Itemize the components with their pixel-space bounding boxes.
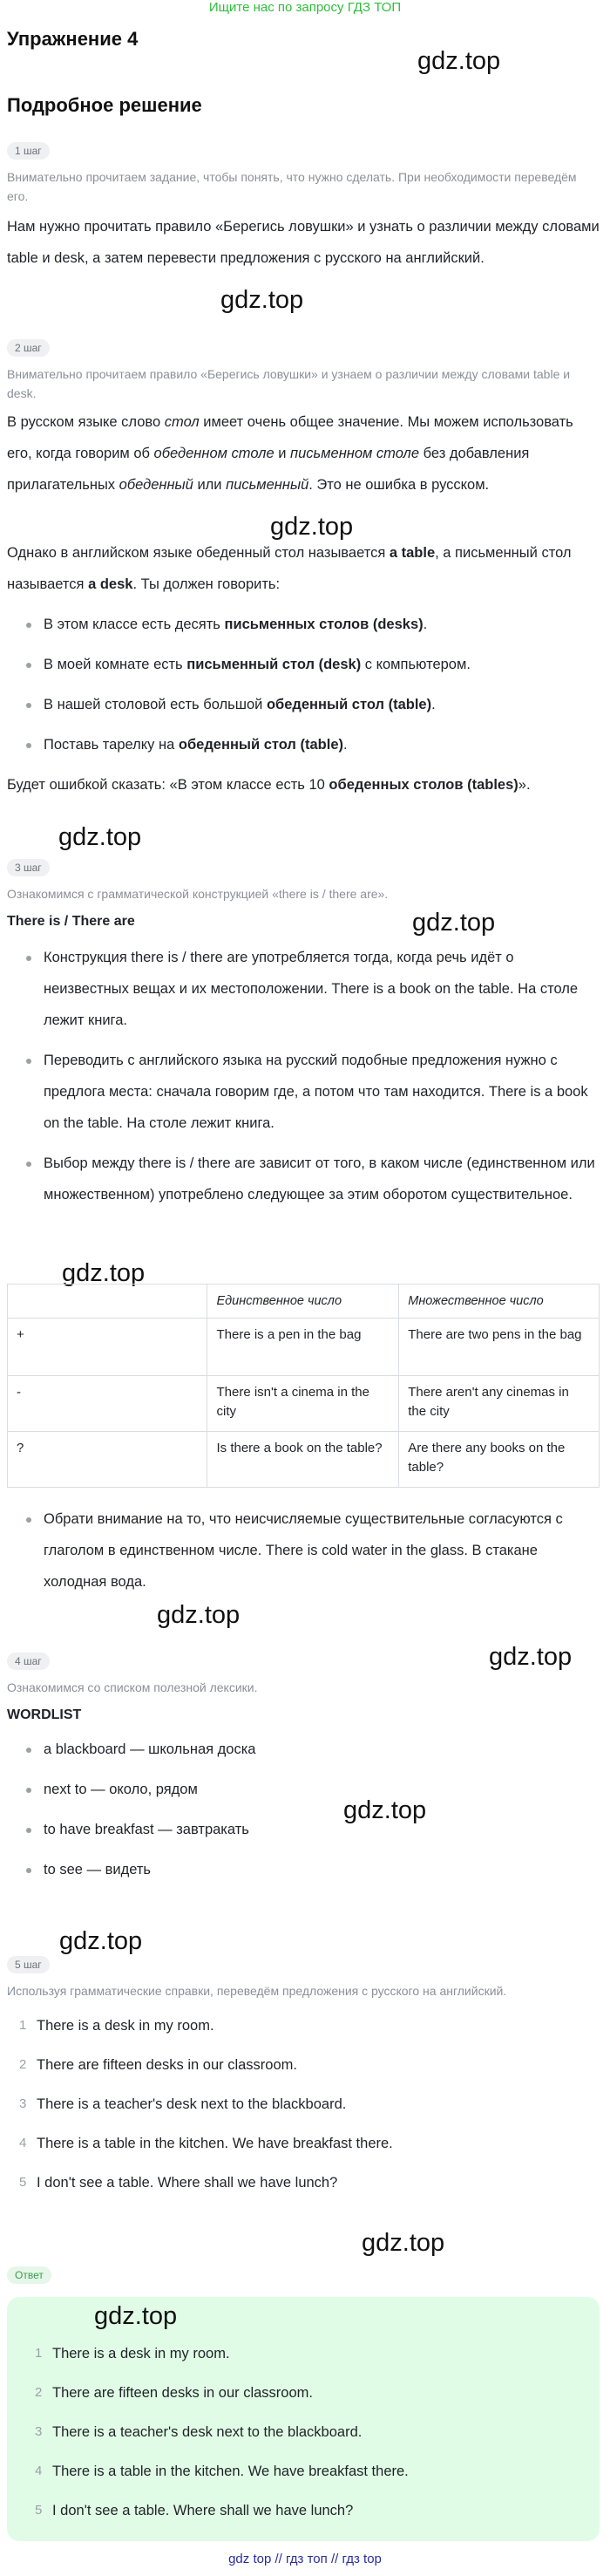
watermark: gdz.top — [94, 2302, 178, 2330]
footer-link[interactable]: гдз топ — [286, 2552, 328, 2566]
footer-links — [0, 2552, 610, 2566]
step-note: Ознакомимся со списком полезной лексики. — [7, 1680, 258, 1694]
rules-list — [7, 942, 600, 1210]
watermark: gdz.top — [417, 47, 501, 75]
footer-link[interactable]: gdz top — [228, 2552, 272, 2566]
list-item: В нашей столовой есть большой обеденный стол (table). — [7, 689, 600, 720]
list-item: 5 I don't see a table. Where shall we have lunch? — [19, 2175, 338, 2191]
watermark: gdz.top — [220, 286, 304, 314]
step-5 — [7, 1957, 600, 2212]
step-note: Используя грамматические справки, переведём предложения с русского на английский. — [7, 1984, 507, 1998]
step-badge: 5 шаг — [7, 1956, 50, 1973]
step-text: Нам нужно прочитать правило «Берегись ловушки» и узнать о различии между словами table и desk, а затем перевести предложения с русского на английский. — [7, 219, 600, 266]
paragraph-table-desk: Однако в английском языке обеденный стол называется a table, а письменный стол называется a desk. Ты должен говорить: — [7, 545, 572, 592]
table-row: - There isn't a cinema in the city There aren't any cinemas in the city — [8, 1376, 600, 1432]
grammar-table — [7, 1284, 600, 1488]
watermark: gdz.top — [58, 823, 142, 851]
table-row: + There is a pen in the bag There are two pens in the bag — [8, 1319, 600, 1376]
step-4 — [7, 1653, 600, 1894]
list-item: 4 There is a table in the kitchen. We have breakfast there. — [19, 2136, 393, 2151]
list-item: 3 There is a teacher's desk next to the blackboard. — [35, 2424, 363, 2440]
list-item: Обрати внимание на то, что неисчисляемые существительные согласуются с глаголом в единственном числе. There is cold water in the glass. В стакане холодная вода. — [7, 1503, 600, 1598]
step-note: Внимательно прочитаем правило «Берегись ловушки» и узнаем о различии между словами table и desk. — [7, 367, 571, 400]
step-badge: 3 шаг — [7, 859, 50, 876]
solution-heading: Подробное решение — [7, 94, 202, 116]
list-item: 2 There are fifteen desks in our classroom. — [19, 2057, 297, 2073]
exercise-title: Упражнение 4 — [7, 28, 139, 50]
list-item: 1 There is a desk in my room. — [35, 2346, 230, 2361]
step-badge: 1 шаг — [7, 142, 50, 160]
examples-list — [7, 609, 600, 760]
table-row: ? Is there a book on the table? Are there any books on the table? — [8, 1432, 600, 1488]
list-item: В моей комнате есть письменный стол (desk) с компьютером. — [7, 649, 600, 680]
column-header: Множественное число — [399, 1285, 600, 1319]
list-item: to have breakfast — завтракать — [7, 1814, 600, 1845]
wordlist-heading: WORDLIST — [7, 1707, 82, 1722]
watermark: gdz.top — [412, 909, 496, 937]
list-item: Поставь тарелку на обеденный стол (table). — [7, 729, 600, 760]
list-item: 2 There are fifteen desks in our classroom. — [35, 2385, 313, 2401]
list-item: 5 I don't see a table. Where shall we have lunch? — [35, 2503, 354, 2518]
list-item: next to — около, рядом — [7, 1774, 600, 1805]
step-note: Внимательно прочитаем задание, чтобы понять, что нужно сделать. При необходимости переведём его. — [7, 170, 577, 203]
wordlist — [7, 1734, 600, 1885]
watermark: gdz.top — [59, 1927, 143, 1955]
answer-list — [23, 2344, 589, 2540]
paragraph-mistake: Будет ошибкой сказать: «В этом классе есть 10 обеденных столов (tables)». — [7, 777, 531, 793]
step-note: Ознакомимся с грамматической конструкцией «there is / there are». — [7, 887, 389, 901]
step-3 — [7, 860, 600, 1219]
list-item: 4 There is a table in the kitchen. We have breakfast there. — [35, 2464, 409, 2479]
answer-label: Ответ — [7, 2267, 51, 2283]
top-banner[interactable]: Ищите нас по запросу ГДЗ ТОП — [208, 0, 402, 15]
footer-separator: // — [330, 2552, 339, 2566]
list-item: В этом классе есть десять письменных столов (desks). — [7, 609, 600, 640]
watermark: gdz.top — [362, 2229, 445, 2257]
section-heading: There is / There are — [7, 914, 135, 929]
list-item: Выбор между there is / there are зависит от того, в каком числе (единственном или множественном) употреблено следующее за этим оборотом существительное. — [7, 1148, 600, 1210]
list-item: 1 There is a desk in my room. — [19, 2018, 214, 2034]
watermark: gdz.top — [270, 513, 354, 541]
watermark: gdz.top — [62, 1259, 146, 1287]
step-badge: 2 шаг — [7, 339, 50, 357]
paragraph-stol: В русском языке слово стол имеет очень общее значение. Мы можем использовать его, когда говорим об обеденном столе и письменном столе без добавления прилагательных обеденный или письменный. Это не ошибка в русском. — [7, 414, 573, 493]
column-header: Единственное число — [207, 1285, 399, 1319]
watermark: gdz.top — [343, 1796, 427, 1824]
step-badge: 4 шаг — [7, 1653, 50, 1670]
step-2 — [7, 340, 600, 801]
table-header-row — [8, 1285, 600, 1319]
list-item: a blackboard — школьная доска — [7, 1734, 600, 1765]
step-1 — [7, 143, 600, 274]
footer-link[interactable]: гдз top — [342, 2552, 382, 2566]
list-item: Конструкция there is / there are употребляется тогда, когда речь идёт о неизвестных вещах и их местоположении. There is a book on the table. На столе лежит книга. — [7, 942, 600, 1036]
footer-separator: // — [274, 2552, 282, 2566]
watermark: gdz.top — [157, 1601, 241, 1629]
translations-list — [7, 2016, 600, 2192]
list-item: to see — видеть — [7, 1854, 600, 1885]
uncountable-note — [7, 1503, 600, 1606]
watermark: gdz.top — [489, 1643, 573, 1671]
list-item: 3 There is a teacher's desk next to the blackboard. — [19, 2096, 347, 2112]
list-item: Переводить с английского языка на русский подобные предложения нужно с предлога места: сначала говорим где, а потом что там находится. There is a book on the table. На столе лежит книга. — [7, 1045, 600, 1139]
